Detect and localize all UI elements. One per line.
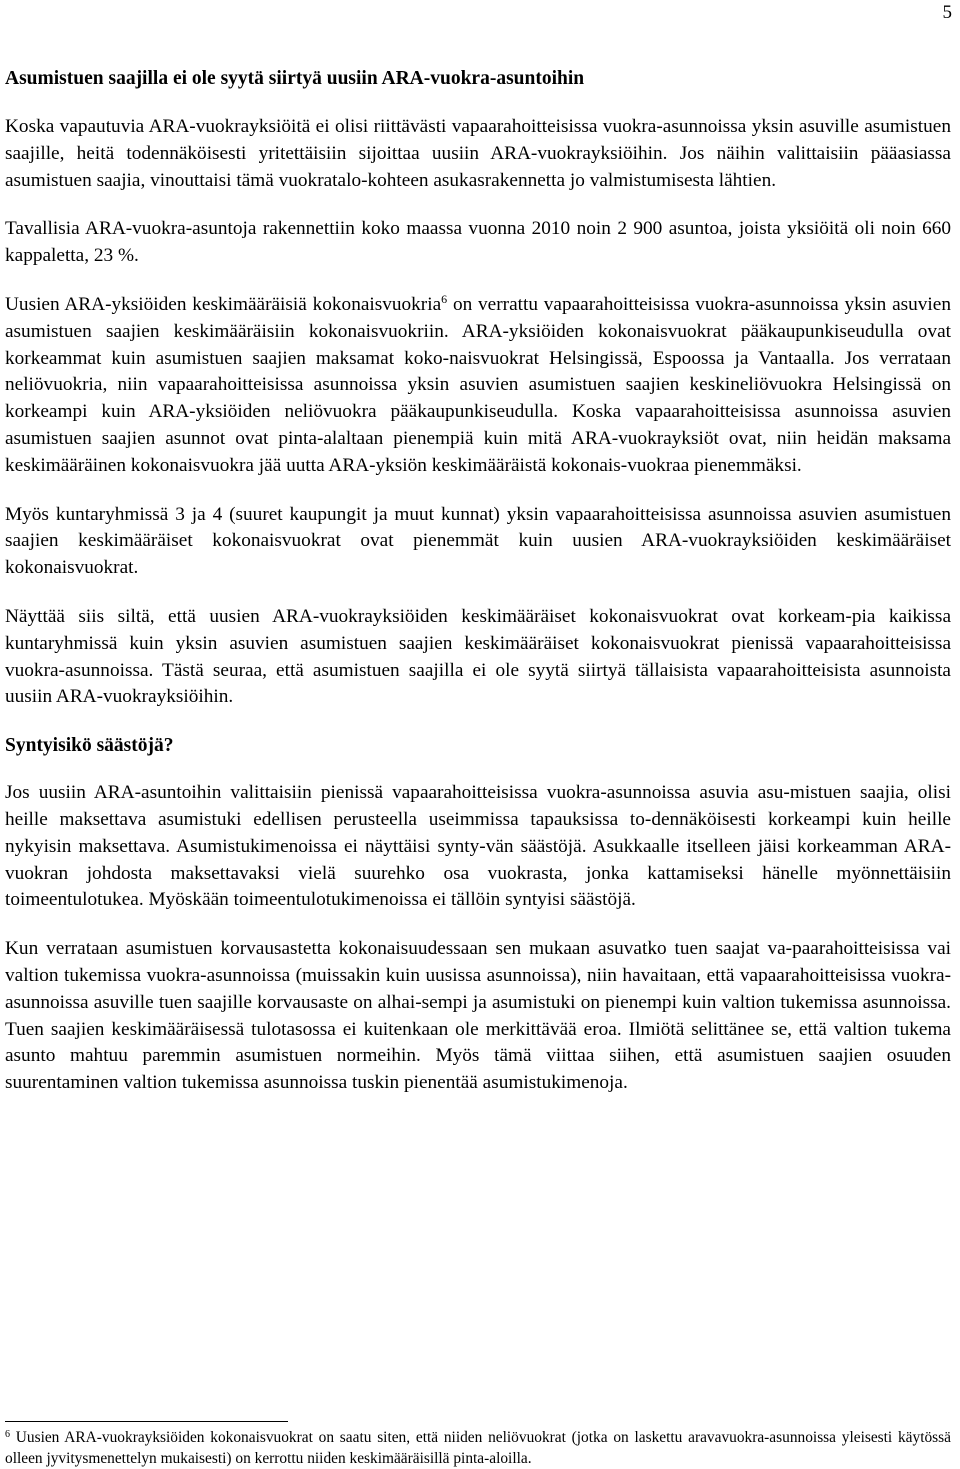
main-content: [5, 66, 951, 1119]
paragraph-3: [5, 292, 951, 480]
page-number: 5: [942, 2, 952, 23]
paragraph-3-start: Uusien ARA-yksiöiden keskimääräisiä kokonaisvuokria: [5, 293, 442, 315]
paragraph-4: Myös kuntaryhmissä 3 ja 4 (suuret kaupungit ja muut kunnat) yksin vapaarahoitteisissa asunnoissa asuvien asumistuen saajien keskimääräiset kokonaisvuokrat ovat pienemmät kuin uusien ARA-vuokrayksiöiden keskimääräiset kokonaisvuokrat.: [5, 503, 951, 579]
section-heading-housing-allowance: Asumistuen saajilla ei ole syytä siirtyä uusiin ARA-vuokra-asuntoihin: [5, 68, 585, 89]
paragraph-1: Koska vapautuvia ARA-vuokrayksiöitä ei olisi riittävästi vapaarahoitteisissa vuokra-asunnoissa yksin asuville asumistuen saajille, heitä todennäköisesti yritettäisiin sijoittaa uusiin ARA-vuokrayksiöihin. Jos näihin valittaisiin pääasiassa asumistuen saajia, vinouttaisi tämä vuokratalo-kohteen asukasrakennetta jo valmistumisesta lähtien.: [5, 116, 951, 191]
paragraph-3-rest: on verrattu vapaarahoitteisissa vuokra-asunnoissa yksin asuvien asumistuen saajien keskimääräisiin kokonaisvuokriin. ARA-yksiöiden kokonaisvuokrat pääkaupunkiseudulla ovat korkeammat kuin asumistuen saajien maksamat koko-naisvuokrat Helsingissä, Espoossa ja Vantaalla. Jos verrataan neliövuokria, niin vapaarahoitteisissa asunnoissa yksin asuvien asumistuen saajien keskineliövuokra Helsingissä on korkeampi kuin ARA-yksiöiden neliövuokra pääkaupunkiseudulla. Koska vapaarahoitteisissa asunnoissa asuvien asumistuen saajien asunnot ovat pinta-alaltaan pienempiä kuin mitä ARA-vuokrayksiöt ovat, niin heidän maksama keskimääräinen kokonaisvuokra jää uutta ARA-yksiön keskimääräistä kokonais-vuokraa pienemmäksi.: [5, 293, 951, 476]
section-heading-savings: Syntyisikö säästöjä?: [5, 735, 174, 757]
footnote-marker: 6: [5, 1429, 10, 1440]
paragraph-5: Näyttää siis siltä, että uusien ARA-vuokrayksiöiden keskimääräiset kokonaisvuokrat ovat korkeam-pia kaikissa kuntaryhmissä kuin yksin asuvien asumistuen saajien keskimääräiset kokonaisvuokrat pienissä vapaarahoitteisissa vuokra-asunnoissa. Tästä seuraa, että asumistuen saajilla ei ole syytä siirtyä tällaisista vapaarahoitteisista asunnoista uusiin ARA-vuokrayksiöihin.: [5, 605, 951, 708]
footnote: [5, 1427, 951, 1469]
footnote-divider: [5, 1421, 288, 1422]
footnote-reference[interactable]: 6: [441, 291, 448, 306]
paragraph-7: Kun verrataan asumistuen korvausastetta kokonaisuudessaan sen mukaan asuvatko tuen saajat va-paarahoitteisissa vai valtion tukemissa vuokra-asunnoissa (muissakin kuin uusissa asunnoissa), niin havaitaan, että vapaarahoitteisissa vuokra-asunnoissa asuville tuen saajille korvausaste on alhai-sempi ja asumistuki on pienempi kuin valtion tukemissa asunnoissa. Tuen saajien keskimääräisessä tulotasossa ei kuitenkaan ole merkittävää eroa. Ilmiötä selittänee se, että valtion tukema asunto mahtuu paremmin asumistuen normeihin. Myös tämä viittaa siihen, että asumistuen saajien osuuden suurentaminen valtion tukemissa asunnoissa tuskin pienentää asumistukimenoja.: [5, 938, 951, 1094]
footnote-text: Uusien ARA-vuokrayksiöiden kokonaisvuokrat on saatu siten, että niiden neliövuokrat (jotka on laskettu aravavuokra-asunnoissa yleisesti käytössä olleen jyvitysmenettelyn mukaisesti) on kerrottu niiden keskimääräisillä pinta-aloilla.: [5, 1429, 951, 1467]
paragraph-6: Jos uusiin ARA-asuntoihin valittaisiin pienissä vapaarahoitteisissa vuokra-asunnoissa asuvia asu-mistuen saajia, olisi heille maksettava asumistuki edellisen perusteella useimmissa tapauksissa to-dennäköisesti korkeampi kuin heille nykyisin maksettava. Asumistukimenoissa ei näyttäisi synty-vän säästöjä. Asukkaalle itselleen jäisi korkeamman ARA-vuokran johdosta maksettavaksi vielä suurehko osa vuokrasta, jonka kattamiseksi hänelle myönnettäisiin toimeentulotukea. Myöskään toimeentulotukimenoissa ei tällöin syntyisi säästöjä.: [5, 782, 951, 911]
paragraph-2: Tavallisia ARA-vuokra-asuntoja rakennettiin koko maassa vuonna 2010 noin 2 900 asuntoa, joista yksiöitä oli noin 660 kappaletta, 23 %.: [5, 218, 951, 267]
